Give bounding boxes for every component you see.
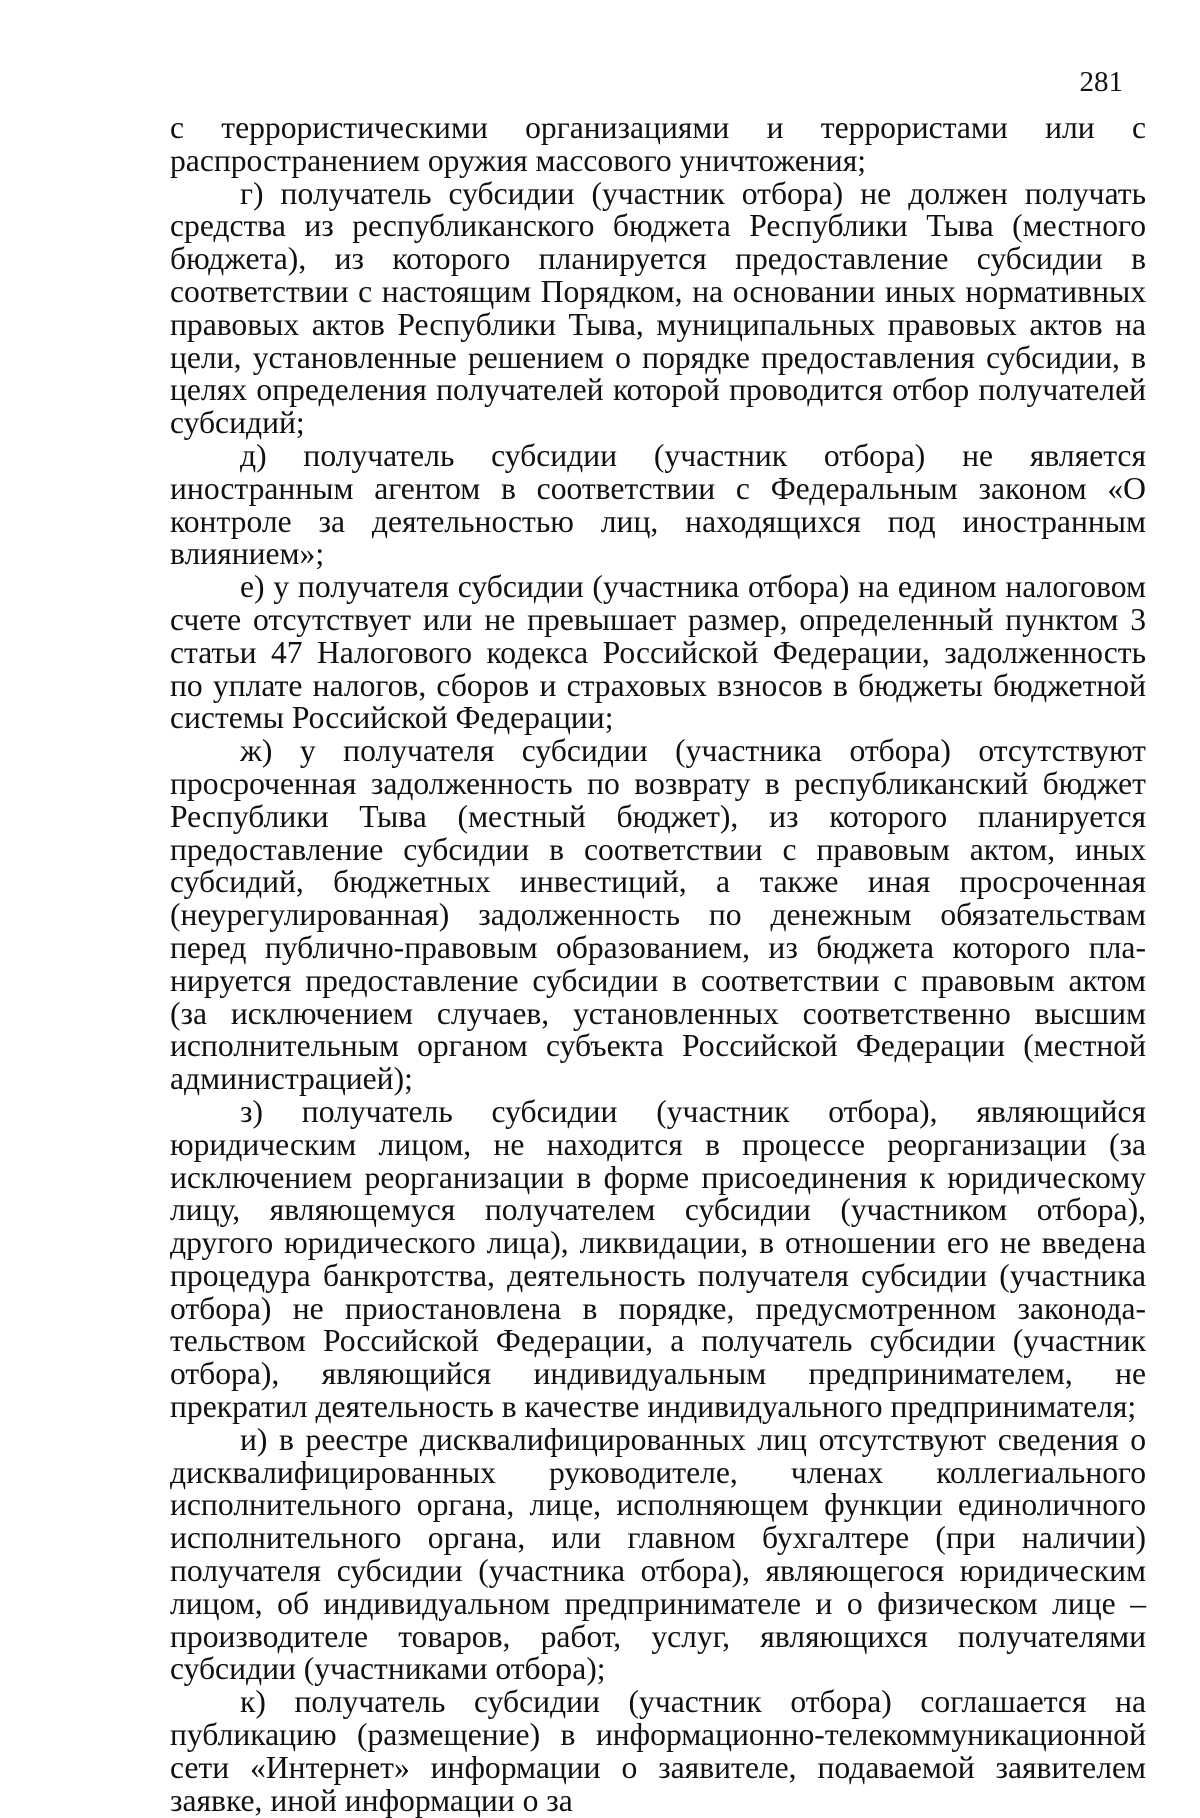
paragraph-d: д) получатель субсидии (участник отбора) не является иностранным агентом в соответствии с Федеральным законом «О контроле за деятельностью лиц, находящихся под иностранным влиянием»; <box>170 437 1146 572</box>
paragraph-e: е) у получателя субсидии (участника отбора) на едином налоговом счете отсутствует или не превышает размер, определенный пунктом 3 статьи 47 Налогового кодекса Российской Федерации, задолженность по уплате налогов, сборов и страховых взносов в бюджеты бюджетной системы Российской Федерации; <box>170 569 1146 736</box>
paragraph-i: и) в реестре дисквалифицированных лиц отсутствуют сведения о дисквалифицированных руководителе, членах коллегиального исполнительного органа, лице, исполняющем функции единоличного исполнительного органа, или главном бухгалтере (при наличии) получателя субсидии (участника отбора), являющегося юридическим лицом, об индивидуальном предпринимателе и о физическом лице – производителе товаров, работ, услуг, являющихся получателями субсидии (участниками отбора); <box>170 1421 1146 1687</box>
paragraph-continuation: с террористическими организациями и террористами или с распространением оружия массового уничтожения; <box>170 110 1146 178</box>
paragraph-z: з) получатель субсидии (участник отбора), являющийся юридическим лицом, не находится в процессе реорганизации (за исключением реорганизации в форме присоединения к юридическому лицу, являющемуся получателем субсидии (участником отбора), другого юридического лица), ликвидации, в отношении его не введена процедура банкротства, деятельность получателя субсидии (участника отбора) не приостановлена в порядке, предусмотренном законодательством Российской Федерации, а получатель субсидии (участник отбора), являющийся индивидуальным предпринимателем, не прекратил деятельность в качестве индивидуального предпринимателя; <box>170 1093 1146 1425</box>
paragraph-g: г) получатель субсидии (участник отбора) не должен получать средства из республиканского бюджета Республики Тыва (местного бюджета), из которого планируется предоставление субсидии в соответствии с настоящим Порядком, на основании иных нормативных правовых актов Республики Тыва, муниципальных правовых актов на цели, установленные решением о порядке предоставления субсидии, в целях определения получателей которой проводится отбор получателей субсидий; <box>170 175 1146 441</box>
page-number: 281 <box>1079 66 1123 98</box>
paragraph-k: к) получатель субсидии (участник отбора) соглашается на публикацию (размещение) в информационно-телекоммуникационной сети «Интернет» информации о заявителе, подаваемой заявителем заявке, иной информации о за <box>170 1684 1146 1818</box>
paragraph-zh: ж) у получателя субсидии (участника отбора) отсутствуют просроченная задолженность по возврату в республиканский бюджет Республики Тыва (местный бюджет), из которого планируется предоставление субсидии в соответствии с правовым актом, иных субсидий, бюджетных инвестиций, а также иная просроченная (неурегулированная) задолженность по денежным обязательствам перед публично-правовым образованием, из бюджета которого планируется предоставление субсидии в соответствии с правовым актом (за исключением случаев, установленных соответственно высшим исполнительным органом субъекта Российской Федерации (местной администрацией); <box>170 733 1146 1097</box>
document-body <box>170 112 1146 1817</box>
